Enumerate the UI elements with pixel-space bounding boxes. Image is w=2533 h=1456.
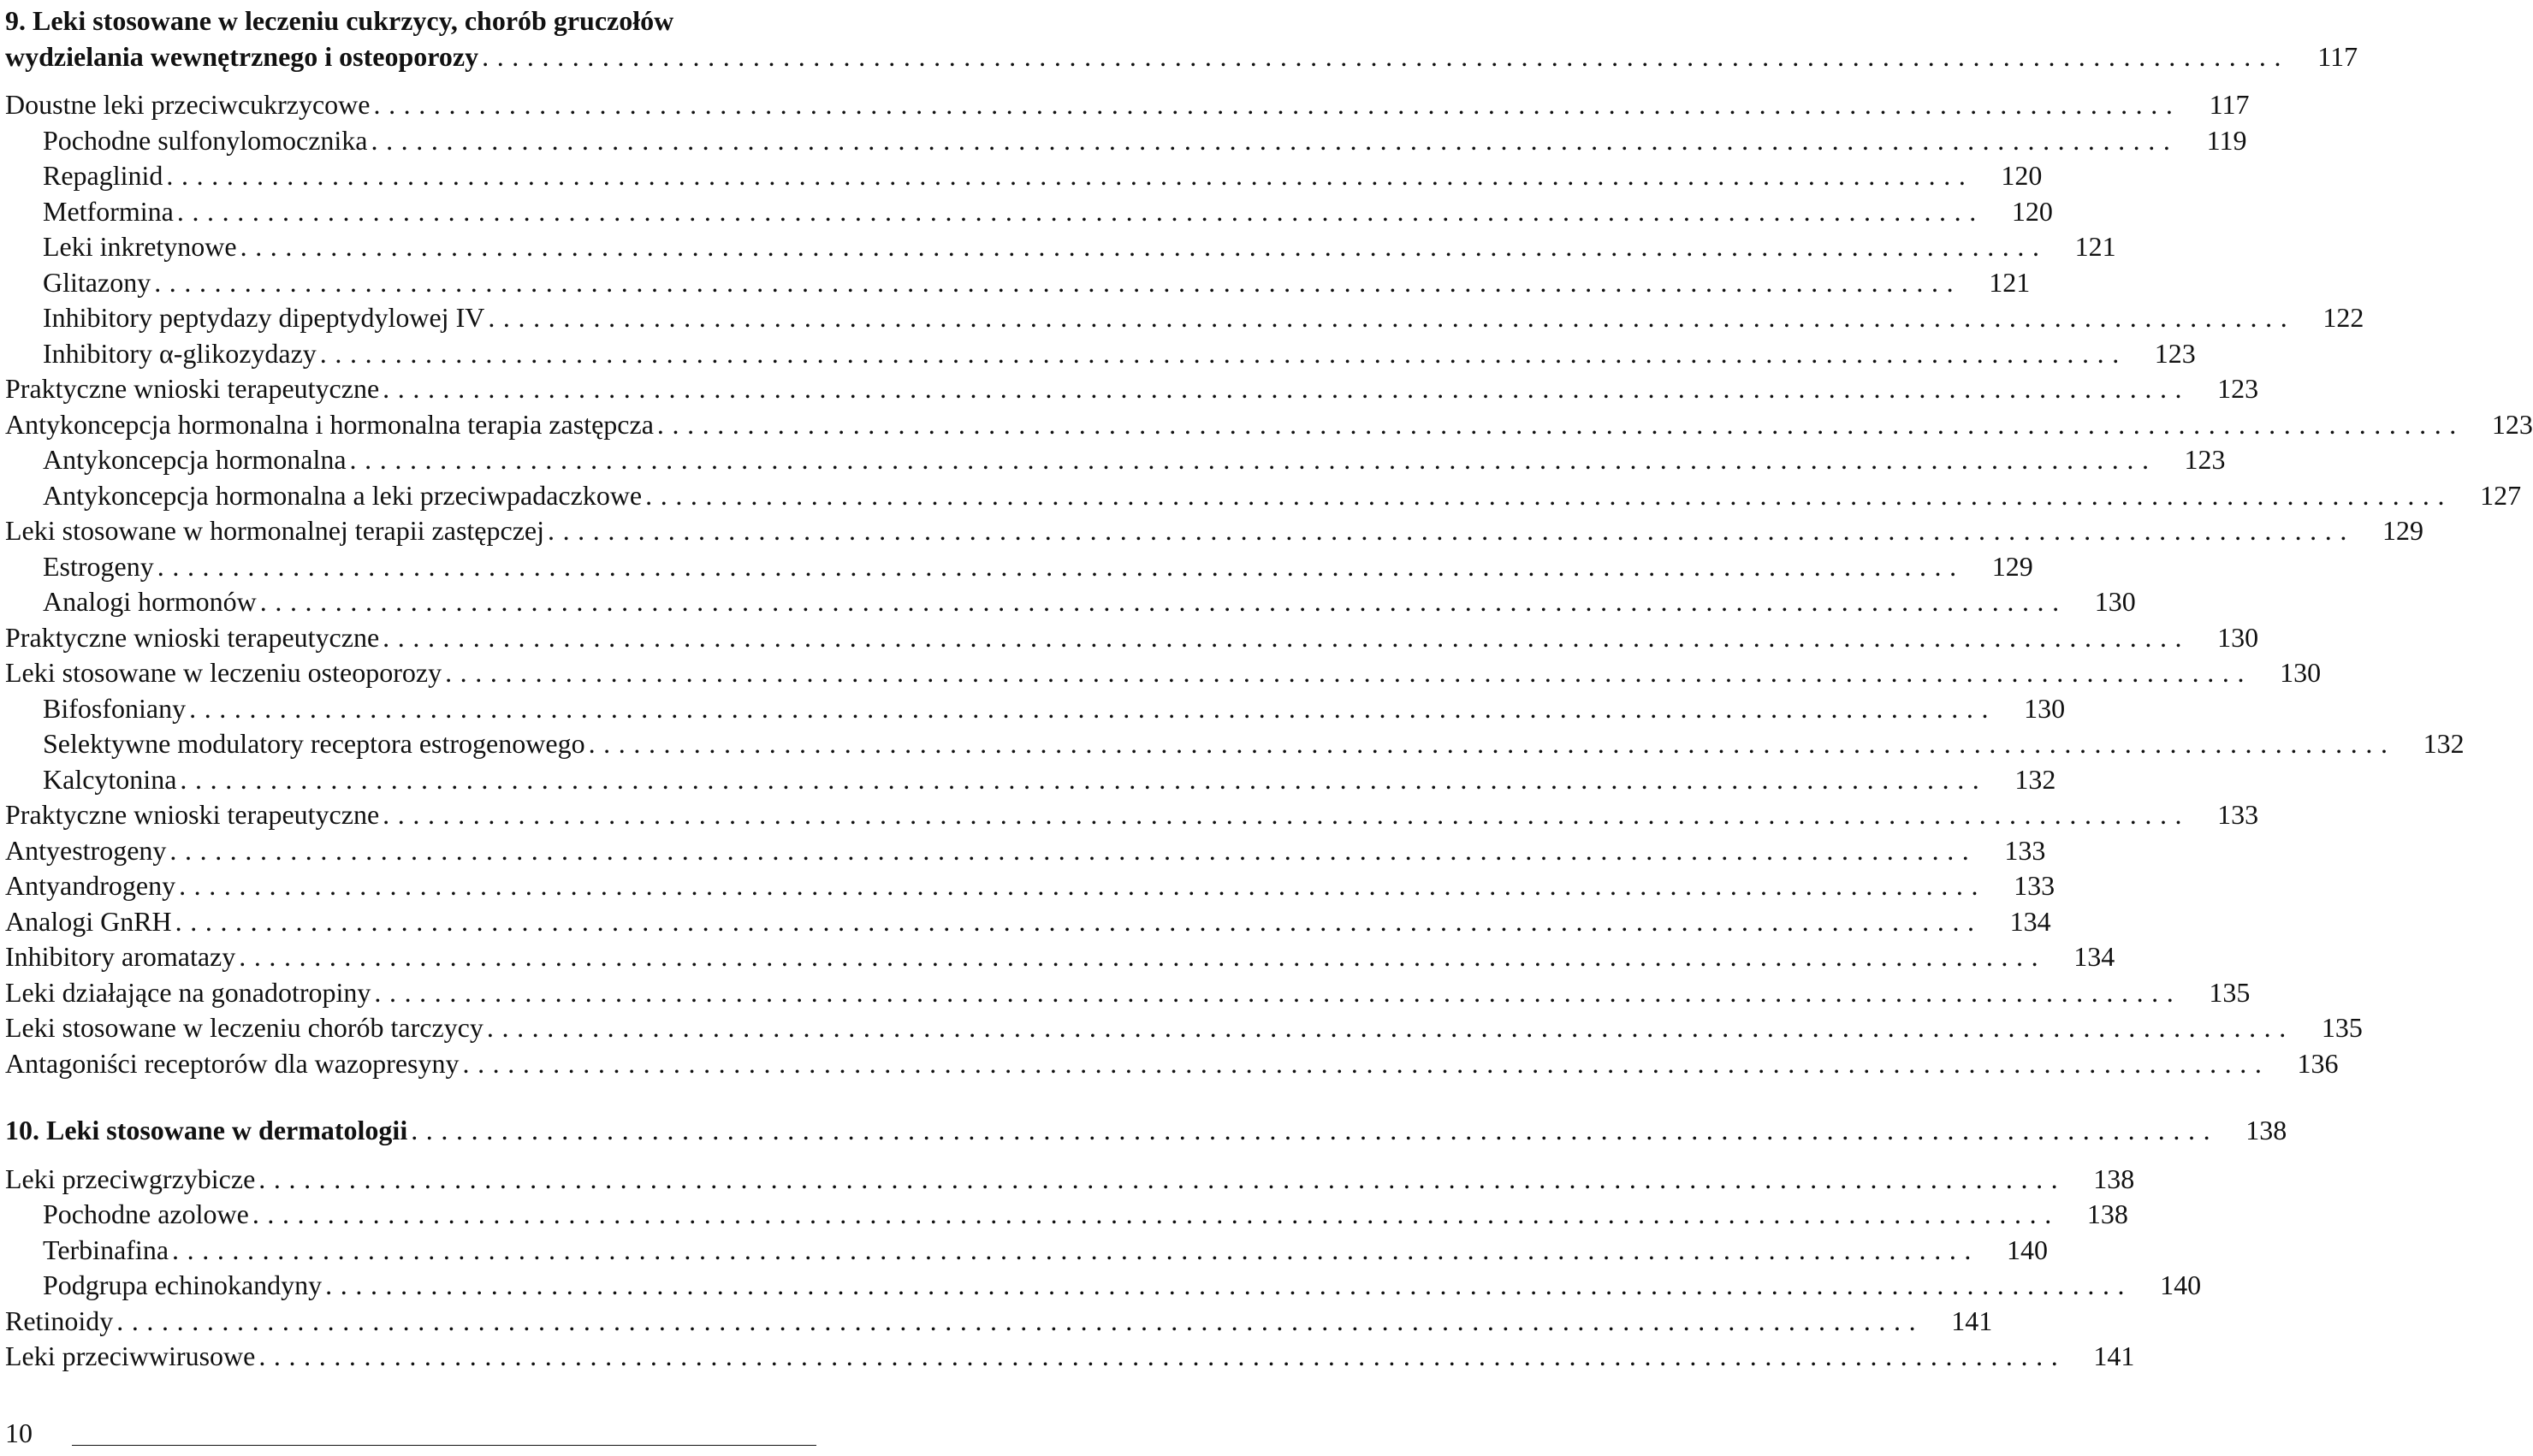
toc-entry: [5, 939, 2115, 975]
toc-entry: [5, 371, 2259, 407]
dot-leader: ........................................................................................................................: [116, 1305, 1925, 1336]
dot-leader: ........................................................................................................................: [176, 195, 1984, 227]
toc-entry: [5, 1233, 2049, 1269]
chapter-9-title-line2: wydzielania wewnętrznego i osteoporozy: [5, 40, 479, 72]
toc-entry: [5, 620, 2259, 656]
chapter-10-page: 138: [2245, 1115, 2287, 1145]
toc-entry-page: 123: [2217, 373, 2259, 404]
toc-entry-page: 138: [2093, 1163, 2135, 1194]
toc-entry: [5, 584, 2136, 620]
toc-entry-page: 141: [2093, 1341, 2135, 1371]
dot-leader: ........................................................................................................................: [179, 870, 1987, 901]
dot-leader: ........................................................................................................................: [373, 89, 2181, 120]
dot-leader: ........................................................................................................................: [486, 1012, 2294, 1043]
dot-leader: ........................................................................................................................: [374, 976, 2182, 1008]
toc-entry-title: Repaglinid: [43, 160, 163, 191]
chapter-9-entries: [5, 87, 2533, 1081]
toc-entry: [5, 975, 2251, 1011]
dot-leader: ........................................................................................................................: [588, 728, 2396, 759]
toc-entry-title: Leki przeciwgrzybicze: [5, 1163, 256, 1194]
toc-entry: [5, 762, 2056, 798]
toc-entry-page: 140: [2160, 1270, 2202, 1300]
dot-leader: ........................................................................................................................: [383, 799, 2191, 830]
dot-leader: ........................................................................................................................: [349, 444, 2157, 475]
toc-entry-page: 135: [2209, 976, 2251, 1008]
toc-entry-page: 134: [2073, 941, 2115, 972]
dot-leader: ........................................................................................................................: [180, 763, 1988, 795]
toc-entry: [5, 833, 2046, 869]
toc-entry: [5, 1010, 2363, 1046]
toc-entry: [5, 442, 2226, 478]
toc-entry: [5, 1268, 2202, 1304]
dot-leader: ........................................................................................................................: [259, 586, 2067, 617]
toc-entry-title: Leki stosowane w leczeniu osteoporozy: [5, 657, 442, 688]
dot-leader: ........................................................................................................................: [462, 1047, 2270, 1079]
chapter-10-heading: [5, 1113, 2287, 1149]
dot-leader: ........................................................................................................................: [383, 621, 2191, 653]
toc-entry-page: 129: [1991, 550, 2033, 582]
toc-entry-title: Antykoncepcja hormonalna: [43, 444, 347, 475]
toc-entry-page: 121: [1989, 266, 2031, 298]
toc-entry: [5, 726, 2465, 762]
chapter-10-title-row: [5, 1113, 2287, 1149]
dot-leader: ........................................................................................................................: [175, 905, 1983, 937]
dot-leader: ........................................................................................................................: [157, 550, 1965, 582]
dot-leader: ........................................................................................................................: [189, 692, 1997, 724]
toc-entry-title: Terbinafina: [43, 1234, 169, 1265]
chapter-10-title: 10. Leki stosowane w dermatologii: [5, 1115, 408, 1145]
toc-entry-title: Doustne leki przeciwcukrzycowe: [5, 89, 371, 120]
toc-entry: [5, 1162, 2135, 1198]
toc-entry-title: Inhibitory aromatazy: [5, 941, 236, 972]
dot-leader: ........................................................................................................................: [239, 941, 2047, 972]
dot-leader: ........................................................................................................................: [482, 40, 2290, 72]
toc-entry-title: Analogi GnRH: [5, 905, 172, 937]
toc-entry: [5, 904, 2051, 940]
toc-entry-title: Leki inkretynowe: [43, 231, 237, 262]
toc-entry: [5, 797, 2259, 833]
toc-entry-page: 130: [2094, 586, 2136, 617]
dot-leader: ........................................................................................................................: [252, 1199, 2060, 1229]
toc-entry: [5, 655, 2322, 691]
toc-entry-page: 133: [2014, 870, 2055, 901]
toc-entry-page: 133: [2217, 799, 2259, 830]
toc-entry-page: 123: [2184, 444, 2226, 475]
dot-leader: ........................................................................................................................: [488, 302, 2296, 333]
toc-entry-title: Leki przeciwwirusowe: [5, 1341, 256, 1371]
toc-entry-title: Leki działające na gonadotropiny: [5, 976, 371, 1008]
dot-leader: ........................................................................................................................: [411, 1115, 2219, 1145]
chapter-9-page: 117: [2317, 40, 2358, 72]
toc-entry-page: 133: [2004, 834, 2046, 866]
toc-entry-title: Metformina: [43, 195, 174, 227]
toc-entry-title: Praktyczne wnioski terapeutyczne: [5, 373, 380, 404]
toc-entry: [5, 265, 2031, 301]
toc-entry: [5, 229, 2116, 265]
toc-entry: [5, 123, 2247, 159]
toc-entry-title: Antyandrogeny: [5, 870, 176, 901]
dot-leader: ........................................................................................................................: [319, 337, 2127, 369]
toc-entry-title: Kalcytonina: [43, 763, 177, 795]
toc-entry-title: Pochodne azolowe: [43, 1199, 249, 1229]
dot-leader: ........................................................................................................................: [172, 1234, 1980, 1265]
toc-entry: [5, 549, 2033, 585]
toc-entry-title: Inhibitory α-glikozydazy: [43, 337, 317, 369]
toc-entry-page: 127: [2480, 479, 2522, 511]
toc-entry-title: Praktyczne wnioski terapeutyczne: [5, 621, 380, 653]
toc-entry-page: 141: [1951, 1305, 1993, 1336]
toc-entry-title: Antyestrogeny: [5, 834, 167, 866]
toc-entry-title: Bifosfoniany: [43, 692, 187, 724]
toc-entry-title: Inhibitory peptydazy dipeptydylowej IV: [43, 302, 485, 333]
dot-leader: ........................................................................................................................: [547, 515, 2355, 546]
toc-entry-title: Pochodne sulfonylomocznika: [43, 124, 368, 156]
toc-entry: [5, 158, 2043, 194]
toc-entry: [5, 87, 2250, 123]
chapter-9-title-line1: 9. Leki stosowane w leczeniu cukrzycy, chorób gruczołów: [5, 5, 674, 36]
toc-entry-page: 120: [2001, 160, 2043, 191]
toc-entry-page: 130: [2024, 692, 2066, 724]
toc-entry-title: Retinoidy: [5, 1305, 114, 1336]
dot-leader: ........................................................................................................................: [645, 479, 2453, 511]
toc-entry-title: Leki stosowane w hormonalnej terapii zastępczej: [5, 515, 544, 546]
toc-entry: [5, 1046, 2339, 1082]
toc-entry-page: 138: [2086, 1199, 2128, 1229]
chapter-9-title-line2-row: [5, 39, 2358, 75]
chapter-9-heading: [5, 3, 2358, 74]
dot-leader: ........................................................................................................................: [154, 266, 1962, 298]
toc-entry-page: 129: [2382, 515, 2423, 546]
toc-entry-page: 121: [2074, 231, 2116, 262]
toc-entry-page: 130: [2217, 621, 2259, 653]
toc-entry-title: Podgrupa echinokandyny: [43, 1270, 323, 1300]
toc-entry-page: 120: [2011, 195, 2053, 227]
toc-entry: [5, 1197, 2128, 1233]
toc-entry-title: Analogi hormonów: [43, 586, 257, 617]
toc-entry: [5, 407, 2533, 443]
toc-entry: [5, 1304, 1993, 1340]
toc-entry: [5, 194, 2053, 230]
dot-leader: ........................................................................................................................: [325, 1270, 2133, 1300]
toc-entry-page: 119: [2206, 124, 2247, 156]
dot-leader: ........................................................................................................................: [383, 373, 2191, 404]
toc-entry-page: 123: [2154, 337, 2196, 369]
dot-leader: ........................................................................................................................: [258, 1341, 2067, 1371]
footer-rule: [72, 1445, 816, 1446]
toc-entry-title: Antagoniści receptorów dla wazopresyny: [5, 1047, 460, 1079]
toc-entry: [5, 513, 2423, 549]
dot-leader: ........................................................................................................................: [169, 834, 1978, 866]
table-of-contents: [5, 3, 2533, 1375]
toc-entry-page: 140: [2007, 1234, 2049, 1265]
toc-entry-page: 135: [2321, 1012, 2363, 1043]
toc-entry-page: 132: [2014, 763, 2056, 795]
toc-entry-title: Praktyczne wnioski terapeutyczne: [5, 799, 380, 830]
toc-entry-title: Estrogeny: [43, 550, 154, 582]
toc-entry-page: 130: [2280, 657, 2322, 688]
spacer: [5, 1081, 816, 1113]
toc-entry-page: 132: [2423, 728, 2465, 759]
toc-entry: [5, 868, 2055, 904]
toc-entry: [5, 691, 2066, 727]
toc-entry: [5, 300, 2364, 336]
toc-entry-title: Antykoncepcja hormonalna i hormonalna terapia zastępcza: [5, 408, 654, 440]
toc-entry-title: Glitazony: [43, 266, 151, 298]
toc-entry-page: 117: [2209, 89, 2250, 120]
toc-entry: [5, 1339, 2135, 1375]
toc-entry-page: 134: [2009, 905, 2051, 937]
toc-entry-title: Selektywne modulatory receptora estrogenowego: [43, 728, 585, 759]
dot-leader: ........................................................................................................................: [258, 1163, 2067, 1194]
toc-entry-title: Antykoncepcja hormonalna a leki przeciwpadaczkowe: [43, 479, 643, 511]
page-footer: [5, 1416, 816, 1450]
spacer: [5, 1149, 816, 1162]
toc-entry-page: 122: [2322, 302, 2364, 333]
toc-entry: [5, 478, 2522, 514]
spacer: [5, 74, 816, 87]
dot-leader: ........................................................................................................................: [445, 657, 2253, 688]
dot-leader: ........................................................................................................................: [166, 160, 1974, 191]
dot-leader: ........................................................................................................................: [371, 124, 2179, 156]
toc-entry-page: 123: [2491, 408, 2533, 440]
toc-entry-title: Leki stosowane w leczeniu chorób tarczycy: [5, 1012, 483, 1043]
toc-entry-page: 136: [2297, 1047, 2339, 1079]
chapter-10-entries: [5, 1162, 2202, 1375]
page-number: 10: [5, 1418, 33, 1448]
dot-leader: ........................................................................................................................: [656, 408, 2465, 440]
toc-entry: [5, 336, 2196, 372]
dot-leader: ........................................................................................................................: [240, 231, 2048, 262]
